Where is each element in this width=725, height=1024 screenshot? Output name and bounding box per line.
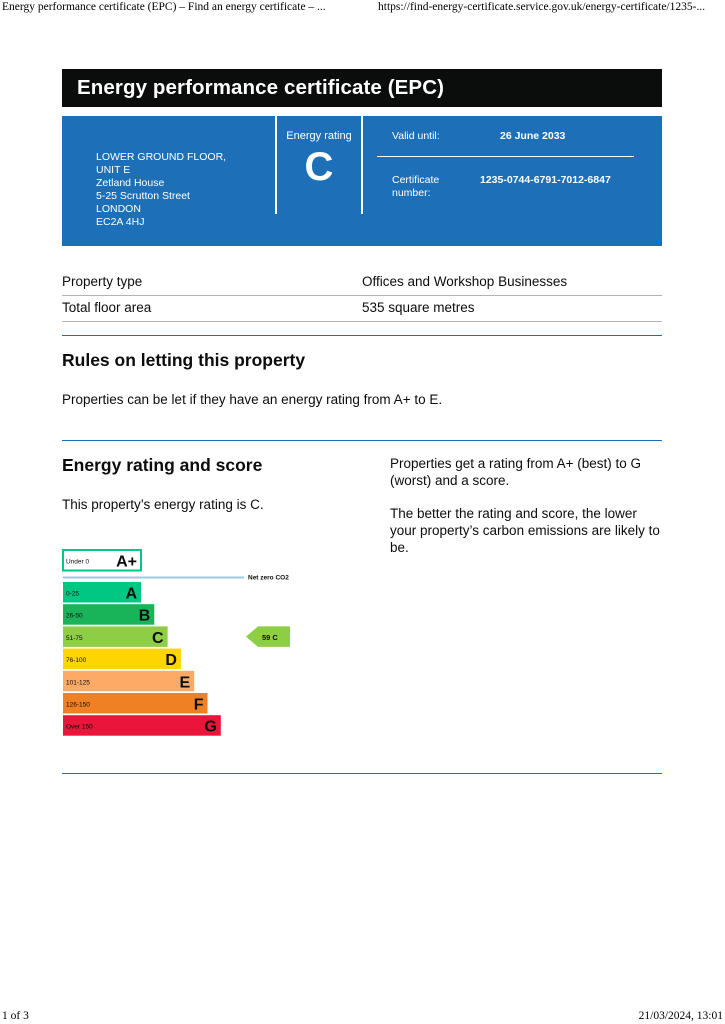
band-letter: G xyxy=(204,718,217,736)
section-divider xyxy=(62,773,662,774)
valid-until-label: Valid until: xyxy=(392,130,440,142)
energy-rating-label: Energy rating xyxy=(286,130,352,142)
band-letter: A+ xyxy=(116,553,137,571)
net-zero-label: Net zero CO2 xyxy=(248,574,289,582)
band-range-label: 0-25 xyxy=(66,590,80,598)
band-range-label: 126-150 xyxy=(66,701,90,709)
letting-heading: Rules on letting this property xyxy=(62,350,306,370)
address-line: LONDON xyxy=(96,203,141,215)
certificate-title-bar xyxy=(62,69,662,107)
section-divider xyxy=(62,335,662,336)
current-rating-label: 59 C xyxy=(262,632,278,642)
print-page-title: Energy performance certificate (EPC) – Find an energy certificate – ... xyxy=(2,1,326,13)
floor-area-label: Total floor area xyxy=(62,300,152,315)
band-range-label: Over 150 xyxy=(66,723,93,731)
band-letter: B xyxy=(138,607,151,625)
band-range-label: 76-100 xyxy=(66,657,87,665)
certificate-number-label-text: Certificate number: xyxy=(392,174,440,199)
certificate-number: 1235-0744-6791-7012-6847 xyxy=(480,174,611,186)
property-type-label: Property type xyxy=(62,274,143,289)
band-range-label: 26-50 xyxy=(66,612,83,620)
band-letter: C xyxy=(152,629,164,647)
letting-text: Properties can be let if they have an energy rating from A+ to E. xyxy=(62,392,443,407)
band-range-label: Under 0 xyxy=(66,558,90,566)
band-letter: F xyxy=(193,696,204,714)
energy-rating-graph xyxy=(62,548,302,740)
print-footer xyxy=(0,1010,725,1024)
section-divider xyxy=(62,440,662,441)
print-header xyxy=(0,0,725,16)
band-range-label: 101-125 xyxy=(66,679,90,687)
valid-until-date: 26 June 2033 xyxy=(500,130,566,142)
band-letter: A xyxy=(125,585,137,603)
property-type-value: Offices and Workshop Businesses xyxy=(362,274,568,289)
page-count: 1 of 3 xyxy=(2,1010,29,1022)
band-letter: E xyxy=(179,674,191,692)
panel-divider xyxy=(377,156,634,157)
table-row xyxy=(62,270,662,296)
energy-rating-heading: Energy rating and score xyxy=(62,455,263,475)
energy-rating-letter: C xyxy=(304,145,334,189)
band-range-label: 51-75 xyxy=(66,634,83,642)
energy-rating-text: This property’s energy rating is C. xyxy=(62,497,264,512)
address-line: LOWER GROUND FLOOR, xyxy=(96,151,227,163)
address-line: EC2A 4HJ xyxy=(96,216,145,228)
rating-explanation: Properties get a rating from A+ (best) to G (worst) and a score. xyxy=(390,456,641,488)
address-line: 5-25 Scrutton Street xyxy=(96,190,190,202)
rating-carbon-note: The better the rating and score, the lower your property’s carbon emissions are likely to be. xyxy=(390,506,660,555)
table-row xyxy=(62,296,662,322)
page-title: Energy performance certificate (EPC) xyxy=(77,76,445,99)
certificate-summary-panel xyxy=(62,116,662,246)
band-letter: D xyxy=(165,652,177,670)
address-line: Zetland House xyxy=(96,177,165,189)
property-summary-table xyxy=(62,270,662,322)
property-address xyxy=(96,151,226,229)
print-url: https://find-energy-certificate.service.gov.uk/energy-certificate/1235-... xyxy=(378,1,706,13)
panel-divider xyxy=(361,116,363,214)
address-line: UNIT E xyxy=(96,164,131,176)
certificate-number-label xyxy=(392,174,452,200)
print-timestamp: 21/03/2024, 13:01 xyxy=(638,1010,723,1022)
floor-area-value: 535 square metres xyxy=(362,300,475,315)
